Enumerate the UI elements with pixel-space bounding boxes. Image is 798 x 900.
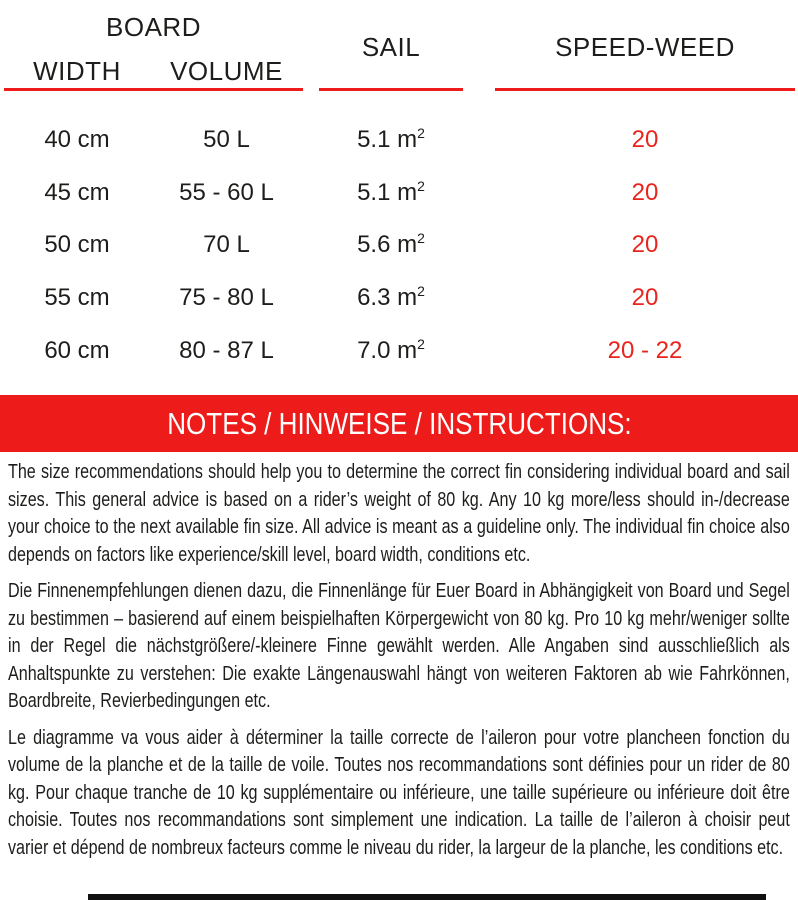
table-row [0,178,798,208]
cell-board-width: 40 cm [44,126,110,153]
cell-board-volume: 55 - 60 L [179,179,274,206]
sail-superscript: 2 [417,283,425,299]
cell-board-width: 50 cm [44,231,110,258]
cell-speed-weed-size: 20 [631,284,659,311]
column-header-width: WIDTH [33,56,121,86]
notes-banner-title: NOTES / HINWEISE / INSTRUCTIONS: [166,406,632,441]
notes-section [8,459,790,871]
board-group-header: BOARD [106,12,201,42]
sail-superscript: 2 [417,230,425,246]
cell-sail-size: 5.6 $m^2$ [357,230,425,258]
bottom-divider [88,894,766,900]
cell-board-volume: 70 L [203,231,250,258]
header-underline-speed-weed [495,88,795,91]
cell-board-width: 60 cm [44,337,110,364]
table-row [0,230,798,260]
cell-sail-size: 5.1 $m^2$ [357,125,425,153]
header-underline-board [4,88,303,91]
cell-speed-weed-size: 20 - 22 [607,337,683,364]
note-paragraph-french: Le diagramme va vous aider à déterminer la taille correcte de l’aileron pour votre plancheen fonction du volume de la planche et de la taille de voile. Toutes nos recommandations sont définies pour un rider de 80 kg. Pour chaque tranche de 10 kg supplémentaire ou inférieure, une taille supérieure ou inférieure doit être choisie. Toutes nos recommandations sont simplement une indication. La taille de l’aileron à choisir peut varier et dépend de nombreux facteurs comme le niveau du rider, la largeur de la planche, les conditions etc. [8,726,790,859]
table-row [0,283,798,313]
cell-speed-weed-size: 20 [631,126,659,153]
header-underline-sail [319,88,463,91]
cell-speed-weed-size: 20 [631,231,659,258]
column-header-speed-weed: SPEED-WEED [555,32,735,62]
sail-superscript: 2 [417,336,425,352]
note-paragraph-english: The size recommendations should help you to determine the correct fin considering individual board and sail sizes. This general advice is based on a rider’s weight of 80 kg. Any 10 kg more/less should in-/decrease your choice to the next available fin size. All advice is meant as a guideline only. The individual fin choice also depends on factors like experience/skill level, board width, conditions etc. [8,461,790,566]
sail-superscript: 2 [417,178,425,194]
cell-board-volume: 50 L [203,126,250,153]
note-paragraph-german: Die Finnenempfehlungen dienen dazu, die Finnenlänge für Euer Board in Abhängigkeit von Board und Segel zu bestimmen – basierend auf einem beispielhaften Körpergewicht von 80 kg. Pro 10 kg mehr/weniger sollte in der Regel die nächstgrößere/-kleinere Finne gewählt werden. Alle Angaben sind ausschließlich als Anhaltspunkte zu verstehen: Die exakte Längenauswahl hängt von weiteren Faktoren ab wie Fahrkönnen, Boardbreite, Revierbedingungen etc. [8,580,790,712]
cell-speed-weed-size: 20 [631,179,659,206]
sail-superscript: 2 [417,125,425,141]
cell-sail-size: 7.0 $m^2$ [357,336,425,364]
column-header-volume: VOLUME [170,56,283,86]
cell-board-width: 45 cm [44,179,110,206]
cell-board-width: 55 cm [44,284,110,311]
cell-board-volume: 80 - 87 L [179,337,274,364]
cell-sail-size: 6.3 $m^2$ [357,283,425,311]
table-row [0,125,798,155]
table-row [0,336,798,366]
column-header-sail: SAIL [361,32,421,62]
cell-board-volume: 75 - 80 L [179,284,274,311]
notes-banner [0,395,798,452]
cell-sail-size: 5.1 $m^2$ [357,178,425,206]
